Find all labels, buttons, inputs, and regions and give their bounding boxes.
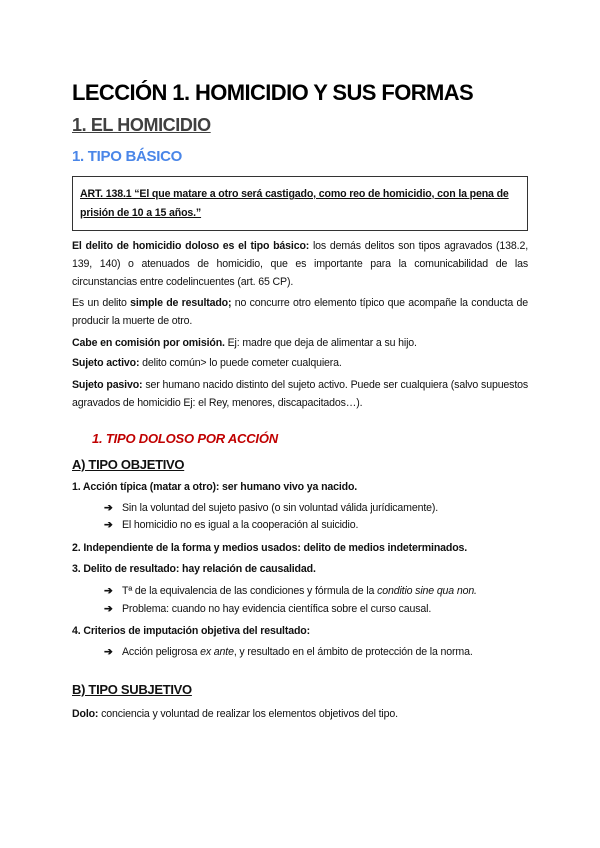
arrow-icon: ➔ — [104, 603, 113, 615]
bold-lead: Cabe en comisión por omisión. — [72, 337, 225, 349]
text: Sin la voluntad del sujeto pasivo (o sin voluntad válida jurídicamente). — [122, 502, 439, 514]
article-box — [72, 176, 528, 231]
item-2: 2. Independiente de la forma y medios usados: delito de medios indeterminados. — [72, 542, 468, 554]
section-heading: 1. EL HOMICIDIO — [72, 115, 211, 135]
bullet — [104, 502, 438, 514]
item-4: 4. Criterios de imputación objetiva del resultado: — [72, 625, 310, 637]
a-heading: A) TIPO OBJETIVO — [72, 457, 185, 472]
paragraph — [72, 334, 528, 352]
bold-lead: Sujeto activo: — [72, 357, 140, 369]
paragraph — [72, 705, 528, 723]
text: El homicidio no es igual a la cooperación al suicidio. — [122, 519, 359, 531]
arrow-icon: ➔ — [104, 502, 113, 514]
item-3: 3. Delito de resultado: hay relación de causalidad. — [72, 563, 316, 575]
text: Es un delito — [72, 297, 131, 309]
text: no concurre otro elemento típico que acompañe la conducta de producir la muerte de otro. — [72, 297, 528, 327]
paragraph — [72, 237, 528, 291]
italic-text: ex ante — [200, 646, 234, 658]
article-text: ART. 138.1 “El que matare a otro será castigado, como reo de homicidio, con la pena de prisión de 10 a 15 años.” — [80, 188, 509, 219]
bullet — [104, 519, 358, 531]
arrow-icon: ➔ — [104, 646, 113, 658]
bold-lead: simple de resultado; — [130, 297, 232, 309]
paragraph — [72, 376, 528, 412]
arrow-icon: ➔ — [104, 585, 113, 597]
text: Tª de la equivalencia de las condiciones y fórmula de la — [122, 585, 378, 597]
red-heading: 1. TIPO DOLOSO POR ACCIÓN — [92, 431, 278, 446]
text: Ej: madre que deja de alimentar a su hijo. — [224, 337, 417, 349]
italic-text: conditio sine qua non. — [377, 585, 477, 597]
text: Problema: cuando no hay evidencia científica sobre el curso causal. — [122, 603, 432, 615]
text: , y resultado en el ámbito de protección de la norma. — [233, 646, 473, 658]
b-heading: B) TIPO SUBJETIVO — [72, 682, 192, 697]
bold-lead: Dolo: — [72, 708, 99, 720]
bullet — [104, 646, 473, 658]
bold-lead: Sujeto pasivo: — [72, 379, 143, 391]
paragraph — [72, 294, 528, 330]
text: ser humano nacido distinto del sujeto activo. Puede ser cualquiera (salvo supuestos agravados de homicidio Ej: el Rey, menores, discapacitados…). — [72, 379, 529, 409]
text: conciencia y voluntad de realizar los elementos objetivos del tipo. — [98, 708, 398, 720]
paragraph — [72, 354, 528, 372]
subsection-heading: 1. TIPO BÁSICO — [72, 148, 182, 165]
text: los demás delitos son tipos agravados (138.2, 139, 140) o atenuados de homicidio, que es importante para la comunicabilidad de las circunstancias entre codelincuentes (art. 65 CP). — [72, 240, 528, 288]
text: delito común> lo puede cometer cualquiera. — [139, 357, 342, 369]
bullet — [104, 585, 477, 597]
page-title: LECCIÓN 1. HOMICIDIO Y SUS FORMAS — [72, 80, 474, 105]
item-1: 1. Acción típica (matar a otro): ser humano vivo ya nacido. — [72, 481, 358, 493]
arrow-icon: ➔ — [104, 519, 113, 531]
bold-lead: El delito de homicidio doloso es el tipo básico: — [72, 240, 310, 252]
bullet — [104, 603, 431, 615]
text: Acción peligrosa — [122, 646, 201, 658]
